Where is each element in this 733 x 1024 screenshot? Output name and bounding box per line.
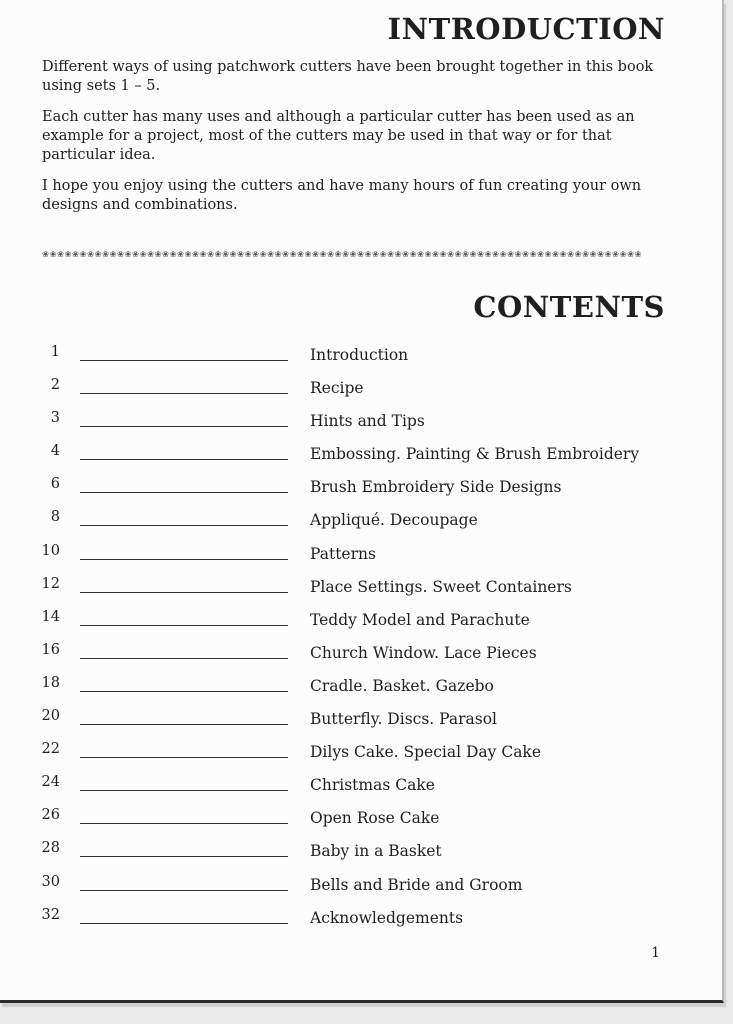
toc-page-number: 4 bbox=[50, 443, 60, 460]
list-item bbox=[0, 673, 722, 706]
toc-entry-title: Patterns bbox=[310, 544, 376, 563]
toc-page-number: 16 bbox=[41, 641, 60, 658]
leader-line bbox=[80, 923, 288, 924]
intro-paragraph: Different ways of using patchwork cutters have been brought together in this book using sets 1 – 5. bbox=[42, 59, 654, 94]
toc-page-number: 30 bbox=[41, 873, 60, 890]
list-item bbox=[0, 640, 722, 673]
toc-entry-title: Appliqué. Decoupage bbox=[310, 511, 478, 530]
list-item bbox=[0, 739, 722, 772]
introduction-body bbox=[42, 58, 672, 227]
leader-line bbox=[80, 592, 288, 593]
leader-line bbox=[80, 757, 288, 758]
toc-entry-title: Recipe bbox=[310, 379, 364, 398]
toc-entry-title: Church Window. Lace Pieces bbox=[310, 643, 537, 662]
toc-page-number: 14 bbox=[41, 608, 60, 625]
list-item bbox=[0, 408, 722, 441]
list-item bbox=[0, 541, 722, 574]
leader-line bbox=[80, 658, 288, 659]
leader-line bbox=[80, 360, 288, 361]
flower-divider: ❀❀❀❀❀❀❀❀❀❀❀❀❀❀❀❀❀❀❀❀❀❀❀❀❀❀❀❀❀❀❀❀❀❀❀❀❀❀❀❀❀❀❀❀❀❀❀❀❀❀❀❀❀❀❀❀❀❀❀❀❀❀❀❀❀❀❀❀❀❀❀❀❀❀❀❀❀❀❀❀ bbox=[42, 250, 643, 260]
leader-line bbox=[80, 691, 288, 692]
toc-entry-title: Dilys Cake. Special Day Cake bbox=[310, 743, 541, 762]
toc-entry-title: Butterfly. Discs. Parasol bbox=[310, 710, 497, 729]
leader-line bbox=[80, 724, 288, 725]
toc-page-number: 3 bbox=[50, 410, 60, 427]
toc-entry-title: Introduction bbox=[310, 346, 409, 364]
toc-entry-title: Acknowledgements bbox=[310, 908, 464, 927]
toc-page-number: 26 bbox=[41, 807, 60, 824]
leader-line bbox=[80, 890, 288, 891]
list-item bbox=[0, 706, 722, 739]
toc-entry-title: Hints and Tips bbox=[310, 412, 425, 431]
list-item bbox=[0, 474, 722, 507]
intro-paragraph: Each cutter has many uses and although a particular cutter has been used as an example for a project, most of the cutters may be used in that way or for that particular idea. bbox=[42, 109, 635, 163]
list-item bbox=[0, 342, 722, 375]
toc-page-number: 24 bbox=[41, 774, 60, 791]
leader-line bbox=[80, 459, 288, 460]
list-item bbox=[0, 574, 722, 607]
toc-entry-title: Teddy Model and Parachute bbox=[310, 610, 530, 629]
leader-line bbox=[80, 625, 288, 626]
toc-page-number: 10 bbox=[41, 542, 60, 559]
page-number: 1 bbox=[651, 945, 660, 961]
leader-line bbox=[80, 559, 288, 560]
intro-paragraph: I hope you enjoy using the cutters and have many hours of fun creating your own designs and combinations. bbox=[42, 178, 642, 213]
toc-entry-title: Place Settings. Sweet Containers bbox=[310, 577, 572, 596]
toc-page-number: 32 bbox=[41, 906, 60, 923]
leader-line bbox=[80, 426, 288, 427]
list-item bbox=[0, 375, 722, 408]
toc-entry-title: Baby in a Basket bbox=[310, 842, 442, 861]
leader-line bbox=[80, 525, 288, 526]
toc-entry-title: Embossing. Painting & Brush Embroidery bbox=[310, 445, 640, 464]
contents-list bbox=[0, 342, 722, 938]
toc-entry-title: Open Rose Cake bbox=[310, 809, 440, 828]
toc-entry-title: Bells and Bride and Groom bbox=[310, 875, 523, 894]
toc-page-number: 1 bbox=[50, 344, 60, 360]
introduction-heading: INTRODUCTION bbox=[387, 12, 665, 46]
leader-line bbox=[80, 823, 288, 824]
leader-line bbox=[80, 856, 288, 857]
toc-entry-title: Cradle. Basket. Gazebo bbox=[310, 676, 494, 695]
toc-page-number: 22 bbox=[41, 741, 60, 758]
toc-entry-title: Brush Embroidery Side Designs bbox=[310, 478, 562, 497]
toc-page-number: 6 bbox=[50, 476, 60, 493]
toc-page-number: 18 bbox=[41, 674, 60, 691]
toc-page-number: 12 bbox=[41, 575, 60, 592]
list-item bbox=[0, 607, 722, 640]
list-item bbox=[0, 805, 722, 838]
list-item bbox=[0, 772, 722, 805]
leader-line bbox=[80, 492, 288, 493]
contents-heading: CONTENTS bbox=[473, 290, 665, 324]
list-item bbox=[0, 838, 722, 871]
toc-page-number: 20 bbox=[41, 708, 60, 725]
toc-page-number: 28 bbox=[41, 840, 60, 857]
list-item bbox=[0, 507, 722, 540]
leader-line bbox=[80, 790, 288, 791]
list-item bbox=[0, 441, 722, 474]
list-item bbox=[0, 872, 722, 905]
toc-page-number: 8 bbox=[50, 509, 60, 526]
leader-line bbox=[80, 393, 288, 394]
toc-entry-title: Christmas Cake bbox=[310, 776, 435, 795]
toc-page-number: 2 bbox=[50, 377, 60, 394]
list-item bbox=[0, 905, 722, 938]
